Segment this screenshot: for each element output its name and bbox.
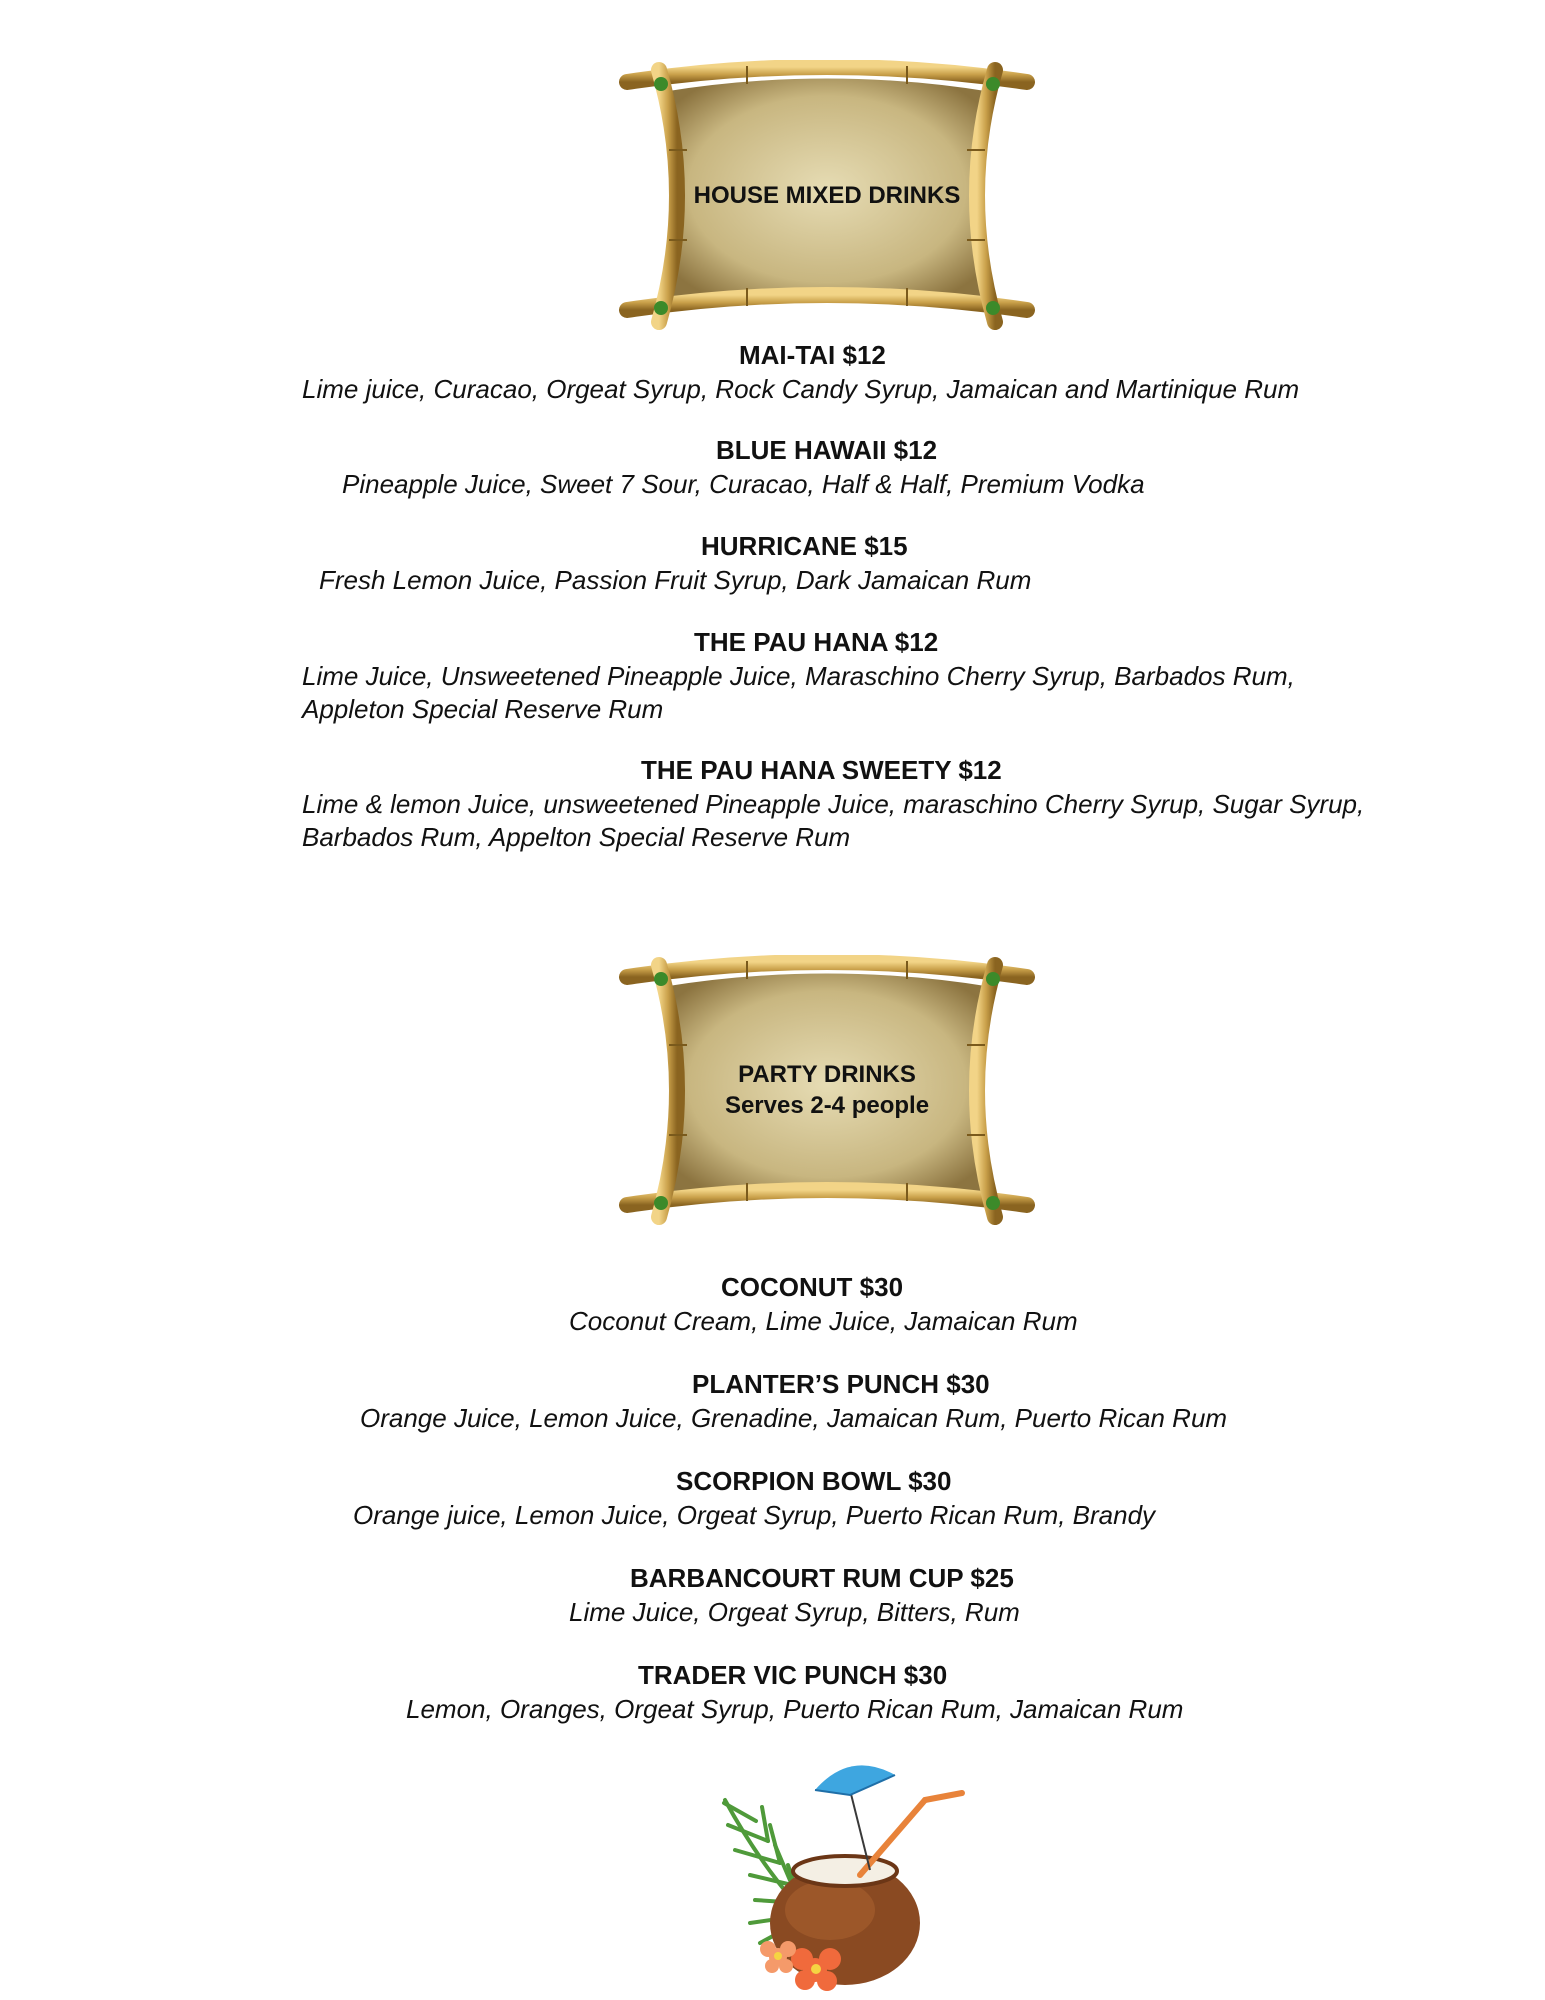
drink-description: Lime & lemon Juice, unsweetened Pineapple Juice, maraschino Cherry Syrup, Sugar Syrup, bbox=[302, 789, 1365, 819]
sign-text bbox=[607, 955, 1047, 1225]
drink-description: Pineapple Juice, Sweet 7 Sour, Curacao, Half & Half, Premium Vodka bbox=[342, 469, 1145, 499]
drink-name: BARBANCOURT RUM CUP $25 bbox=[630, 1563, 1014, 1593]
section-title: HOUSE MIXED DRINKS bbox=[693, 181, 961, 209]
drink-description: Fresh Lemon Juice, Passion Fruit Syrup, Dark Jamaican Rum bbox=[319, 565, 1032, 595]
drink-description: Lemon, Oranges, Orgeat Syrup, Puerto Rican Rum, Jamaican Rum bbox=[406, 1694, 1184, 1724]
drink-name: COCONUT $30 bbox=[721, 1272, 904, 1302]
drink-description: Barbados Rum, Appelton Special Reserve Rum bbox=[302, 822, 851, 852]
drink-name: THE PAU HANA SWEETY $12 bbox=[641, 755, 1002, 785]
sign-text bbox=[607, 60, 1047, 330]
section-subtitle: Serves 2-4 people bbox=[724, 1092, 930, 1119]
drink-name: BLUE HAWAII $12 bbox=[716, 435, 938, 465]
drink-description: Lime juice, Curacao, Orgeat Syrup, Rock Candy Syrup, Jamaican and Martinique Rum bbox=[302, 374, 1300, 404]
house-mixed-drinks-sign bbox=[607, 60, 1047, 330]
drink-name: THE PAU HANA $12 bbox=[694, 627, 939, 657]
section-title: PARTY DRINKS bbox=[738, 1061, 916, 1088]
drink-description: Appleton Special Reserve Rum bbox=[302, 694, 664, 724]
coconut-drink-icon bbox=[680, 1745, 980, 2000]
party-drinks-sign bbox=[607, 955, 1047, 1225]
drink-description: Coconut Cream, Lime Juice, Jamaican Rum bbox=[569, 1306, 1078, 1336]
drink-name: HURRICANE $15 bbox=[701, 531, 908, 561]
drink-description: Orange juice, Lemon Juice, Orgeat Syrup, Puerto Rican Rum, Brandy bbox=[353, 1500, 1156, 1530]
drink-description: Lime Juice, Unsweetened Pineapple Juice, Maraschino Cherry Syrup, Barbados Rum, bbox=[302, 661, 1295, 691]
drink-description: Lime Juice, Orgeat Syrup, Bitters, Rum bbox=[569, 1597, 1020, 1627]
drink-name: SCORPION BOWL $30 bbox=[676, 1466, 952, 1496]
drink-description: Orange Juice, Lemon Juice, Grenadine, Jamaican Rum, Puerto Rican Rum bbox=[360, 1403, 1228, 1433]
drink-name: TRADER VIC PUNCH $30 bbox=[638, 1660, 948, 1690]
drink-name: PLANTER’S PUNCH $30 bbox=[692, 1369, 990, 1399]
drink-name: MAI-TAI $12 bbox=[739, 340, 886, 370]
